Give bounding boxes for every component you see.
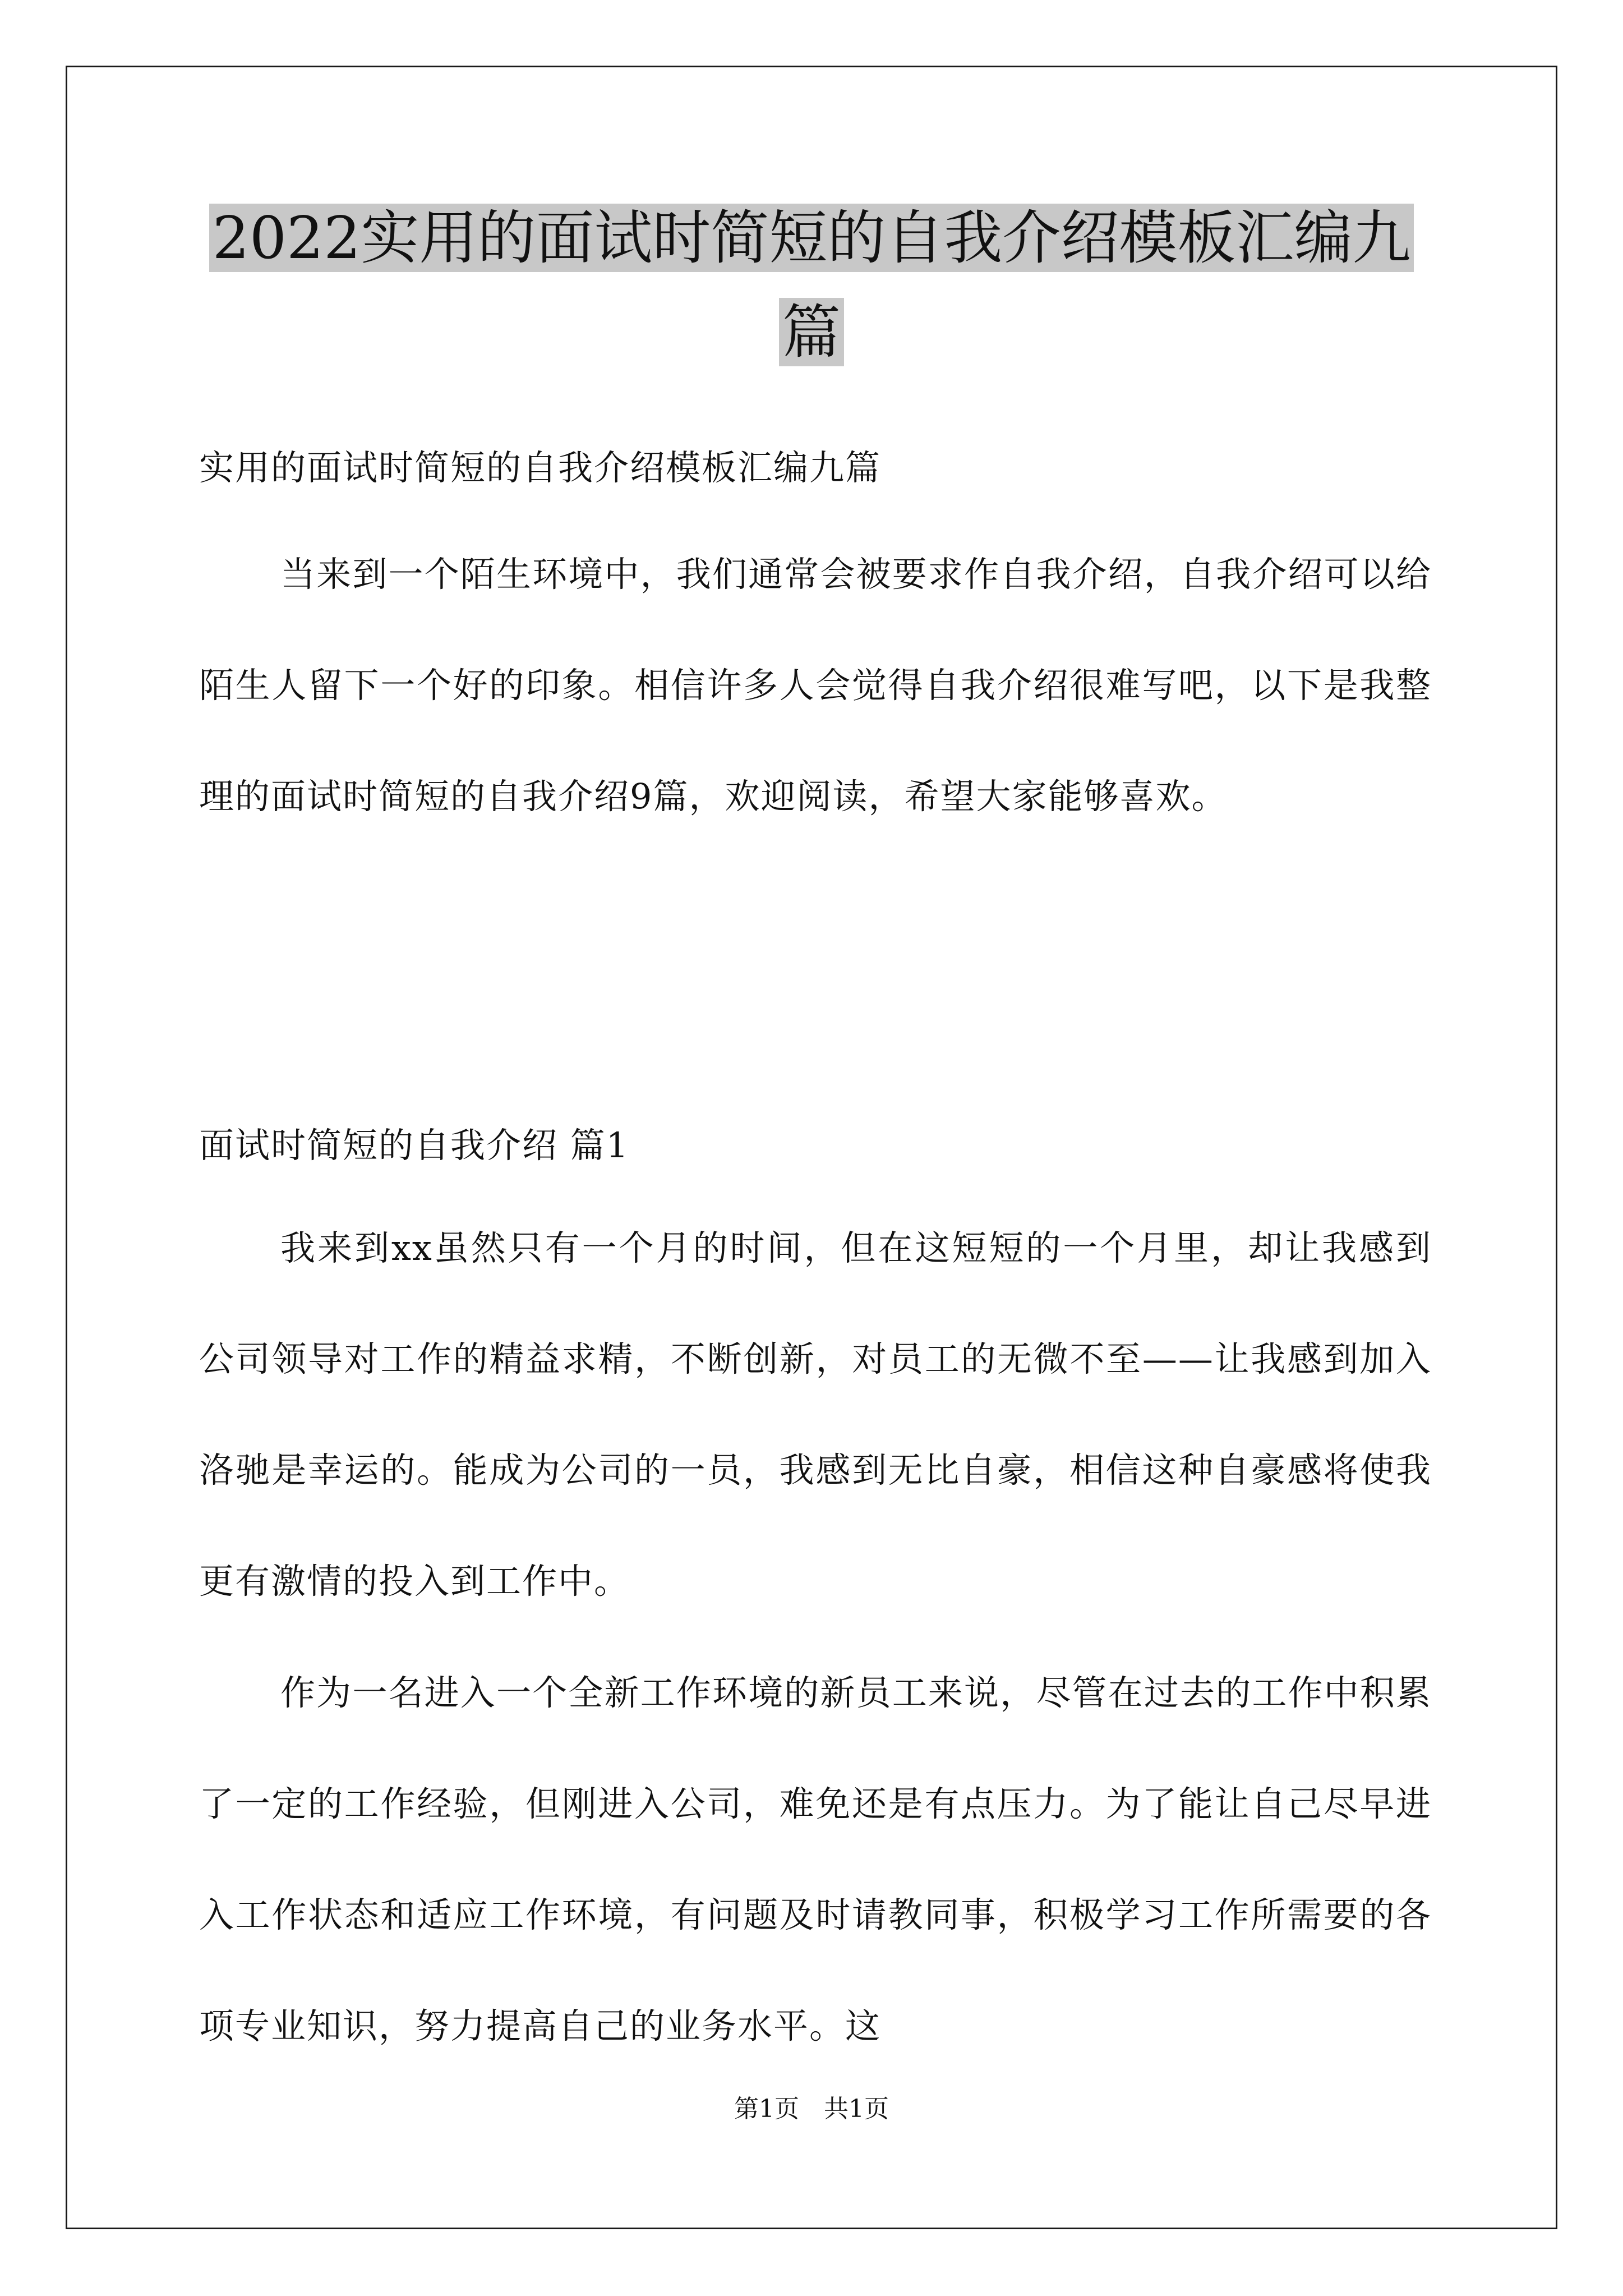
document-title-text: 2022实用的面试时简短的自我介绍模板汇编九篇 [209,204,1414,366]
page-number-footer: 第1页 共1页 [734,2095,889,2123]
document-subtitle: 实用的面试时简短的自我介绍模板汇编九篇 [199,447,882,488]
document-title [191,191,1432,379]
intro-paragraph: 当来到一个陌生环境中，我们通常会被要求作自我介绍，自我介绍可以给陌生人留下一个好的印象。相信许多人会觉得自我介绍很难写吧，以下是我整理的面试时简短的自我介绍9篇，欢迎阅读，希望大家能够喜欢。 [199,554,1432,817]
section-heading: 面试时简短的自我介绍 篇1 [199,1125,630,1166]
body-paragraph-2: 作为一名进入一个全新工作环境的新员工来说，尽管在过去的工作中积累了一定的工作经验，但刚进入公司，难免还是有点压力。为了能让自己尽早进入工作状态和适应工作环境，有问题及时请教同事，积极学习工作所需要的各项专业知识，努力提高自己的业务水平。这 [199,1672,1432,2046]
body-paragraph-1: 我来到xx虽然只有一个月的时间，但在这短短的一个月里，却让我感到公司领导对工作的精益求精，不断创新，对员工的无微不至——让我感到加入洛驰是幸运的。能成为公司的一员，我感到无比自豪，相信这种自豪感将使我更有激情的投入到工作中。 [199,1227,1432,1602]
